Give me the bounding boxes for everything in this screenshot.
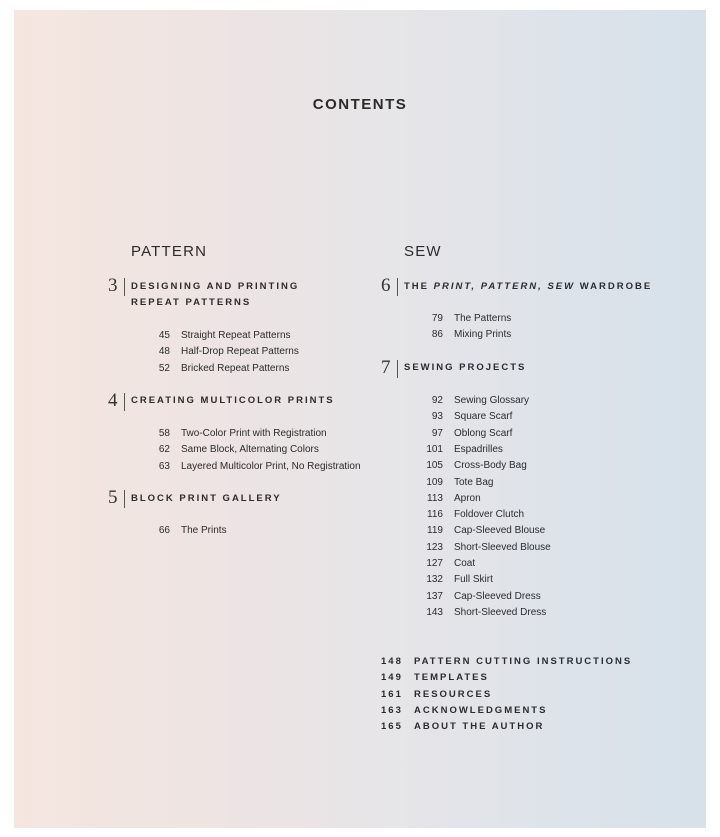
toc-entry-page: 48 [158, 346, 170, 358]
toc-entry-name: Sewing Glossary [454, 395, 530, 406]
back-matter-name: PATTERN CUTTING INSTRUCTIONS [414, 656, 633, 667]
chapter-7-number: 7 [381, 357, 391, 378]
back-matter-page: 161 [381, 688, 403, 700]
toc-entry-name: The Prints [181, 525, 227, 536]
chapter-3-title-line1: DESIGNING AND PRINTING [131, 281, 300, 292]
toc-entry-name: Full Skirt [454, 574, 493, 586]
toc-entry-page: 92 [431, 395, 443, 406]
chapter-6-title-italic: PRINT, PATTERN, SEW [433, 281, 576, 292]
toc-entry-page: 109 [426, 476, 443, 488]
chapter-4-title: CREATING MULTICOLOR PRINTS [131, 395, 335, 406]
toc-entry-page: 101 [426, 443, 443, 455]
chapter-6-title [404, 279, 652, 295]
chapter-7-divider [397, 360, 398, 378]
chapter-6-title-post: WARDROBE [575, 281, 653, 292]
toc-entry-name: Same Block, Alternating Colors [181, 444, 319, 456]
toc-entry-page: 63 [158, 460, 170, 472]
chapter-6-number: 6 [381, 275, 391, 296]
toc-entry-name: Short-Sleeved Dress [454, 606, 547, 618]
page-background [14, 10, 706, 828]
chapter-4-number: 4 [108, 390, 118, 411]
toc-entry-page: 93 [431, 411, 443, 423]
toc-entry-name: Two-Color Print with Registration [181, 428, 327, 439]
back-matter-page: 148 [381, 656, 403, 667]
toc-entry-name: Straight Repeat Patterns [181, 330, 291, 341]
chapter-6-divider [397, 278, 398, 296]
chapter-7-title: SEWING PROJECTS [404, 362, 527, 373]
toc-entry-page: 79 [431, 313, 443, 324]
back-matter-page: 149 [381, 672, 403, 684]
back-matter-name: ACKNOWLEDGMENTS [414, 704, 548, 716]
toc-entry-page: 143 [426, 606, 443, 618]
toc-entry-name: Foldover Clutch [454, 509, 525, 521]
toc-entry-page: 97 [431, 427, 443, 439]
chapter-3-title-line2: REPEAT PATTERNS [131, 297, 252, 308]
chapter-6-title-pre: THE [404, 281, 434, 292]
toc-entry-name: Espadrilles [454, 443, 503, 455]
back-matter-name: ABOUT THE AUTHOR [414, 721, 545, 733]
toc-entry-page: 105 [426, 460, 443, 472]
toc-entry-name: Square Scarf [454, 411, 513, 423]
toc-entry-page: 119 [427, 525, 443, 537]
toc-entry-page: 127 [426, 558, 443, 569]
toc-entry-name: Cross-Body Bag [454, 460, 527, 472]
chapter-3-divider [124, 278, 125, 296]
toc-entry-name: Cap-Sleeved Blouse [454, 525, 546, 537]
chapter-5-number: 5 [108, 487, 118, 508]
toc-entry-page: 58 [158, 428, 170, 439]
toc-entry-page: 45 [158, 330, 170, 341]
chapter-3-number: 3 [108, 275, 118, 296]
back-matter-page: 163 [381, 704, 403, 716]
section-pattern: PATTERN [131, 243, 208, 260]
chapter-4-divider [124, 393, 125, 411]
toc-entry-page: 86 [431, 329, 443, 341]
toc-entry-name: Tote Bag [454, 476, 494, 488]
toc-entry-page: 66 [158, 525, 170, 536]
toc-entry-name: Mixing Prints [454, 329, 512, 341]
toc-entry-name: Cap-Sleeved Dress [454, 590, 541, 602]
chapter-5-divider [124, 490, 125, 508]
toc-entry-name: Layered Multicolor Print, No Registration [181, 460, 361, 472]
toc-entry-name: Oblong Scarf [454, 427, 513, 439]
toc-entry-page: 132 [426, 574, 443, 586]
page-title: CONTENTS [312, 96, 408, 113]
toc-entry-name: Apron [454, 492, 481, 504]
toc-entry-name: Coat [454, 558, 476, 569]
toc-entry-page: 113 [427, 492, 443, 504]
toc-entry-page: 52 [158, 362, 170, 374]
section-sew: SEW [404, 243, 442, 260]
back-matter-page: 165 [381, 721, 403, 733]
toc-entry-page: 62 [158, 444, 170, 456]
toc-entry-page: 116 [427, 509, 443, 521]
toc-entry-name: The Patterns [454, 313, 512, 324]
back-matter-name: TEMPLATES [414, 672, 489, 684]
toc-entry-name: Half-Drop Repeat Patterns [181, 346, 299, 358]
chapter-5-title: BLOCK PRINT GALLERY [131, 493, 282, 504]
back-matter-name: RESOURCES [414, 688, 493, 700]
toc-entry-page: 123 [426, 541, 443, 553]
toc-entry-page: 137 [426, 590, 443, 602]
toc-entry-name: Bricked Repeat Patterns [181, 362, 290, 374]
toc-entry-name: Short-Sleeved Blouse [454, 541, 551, 553]
